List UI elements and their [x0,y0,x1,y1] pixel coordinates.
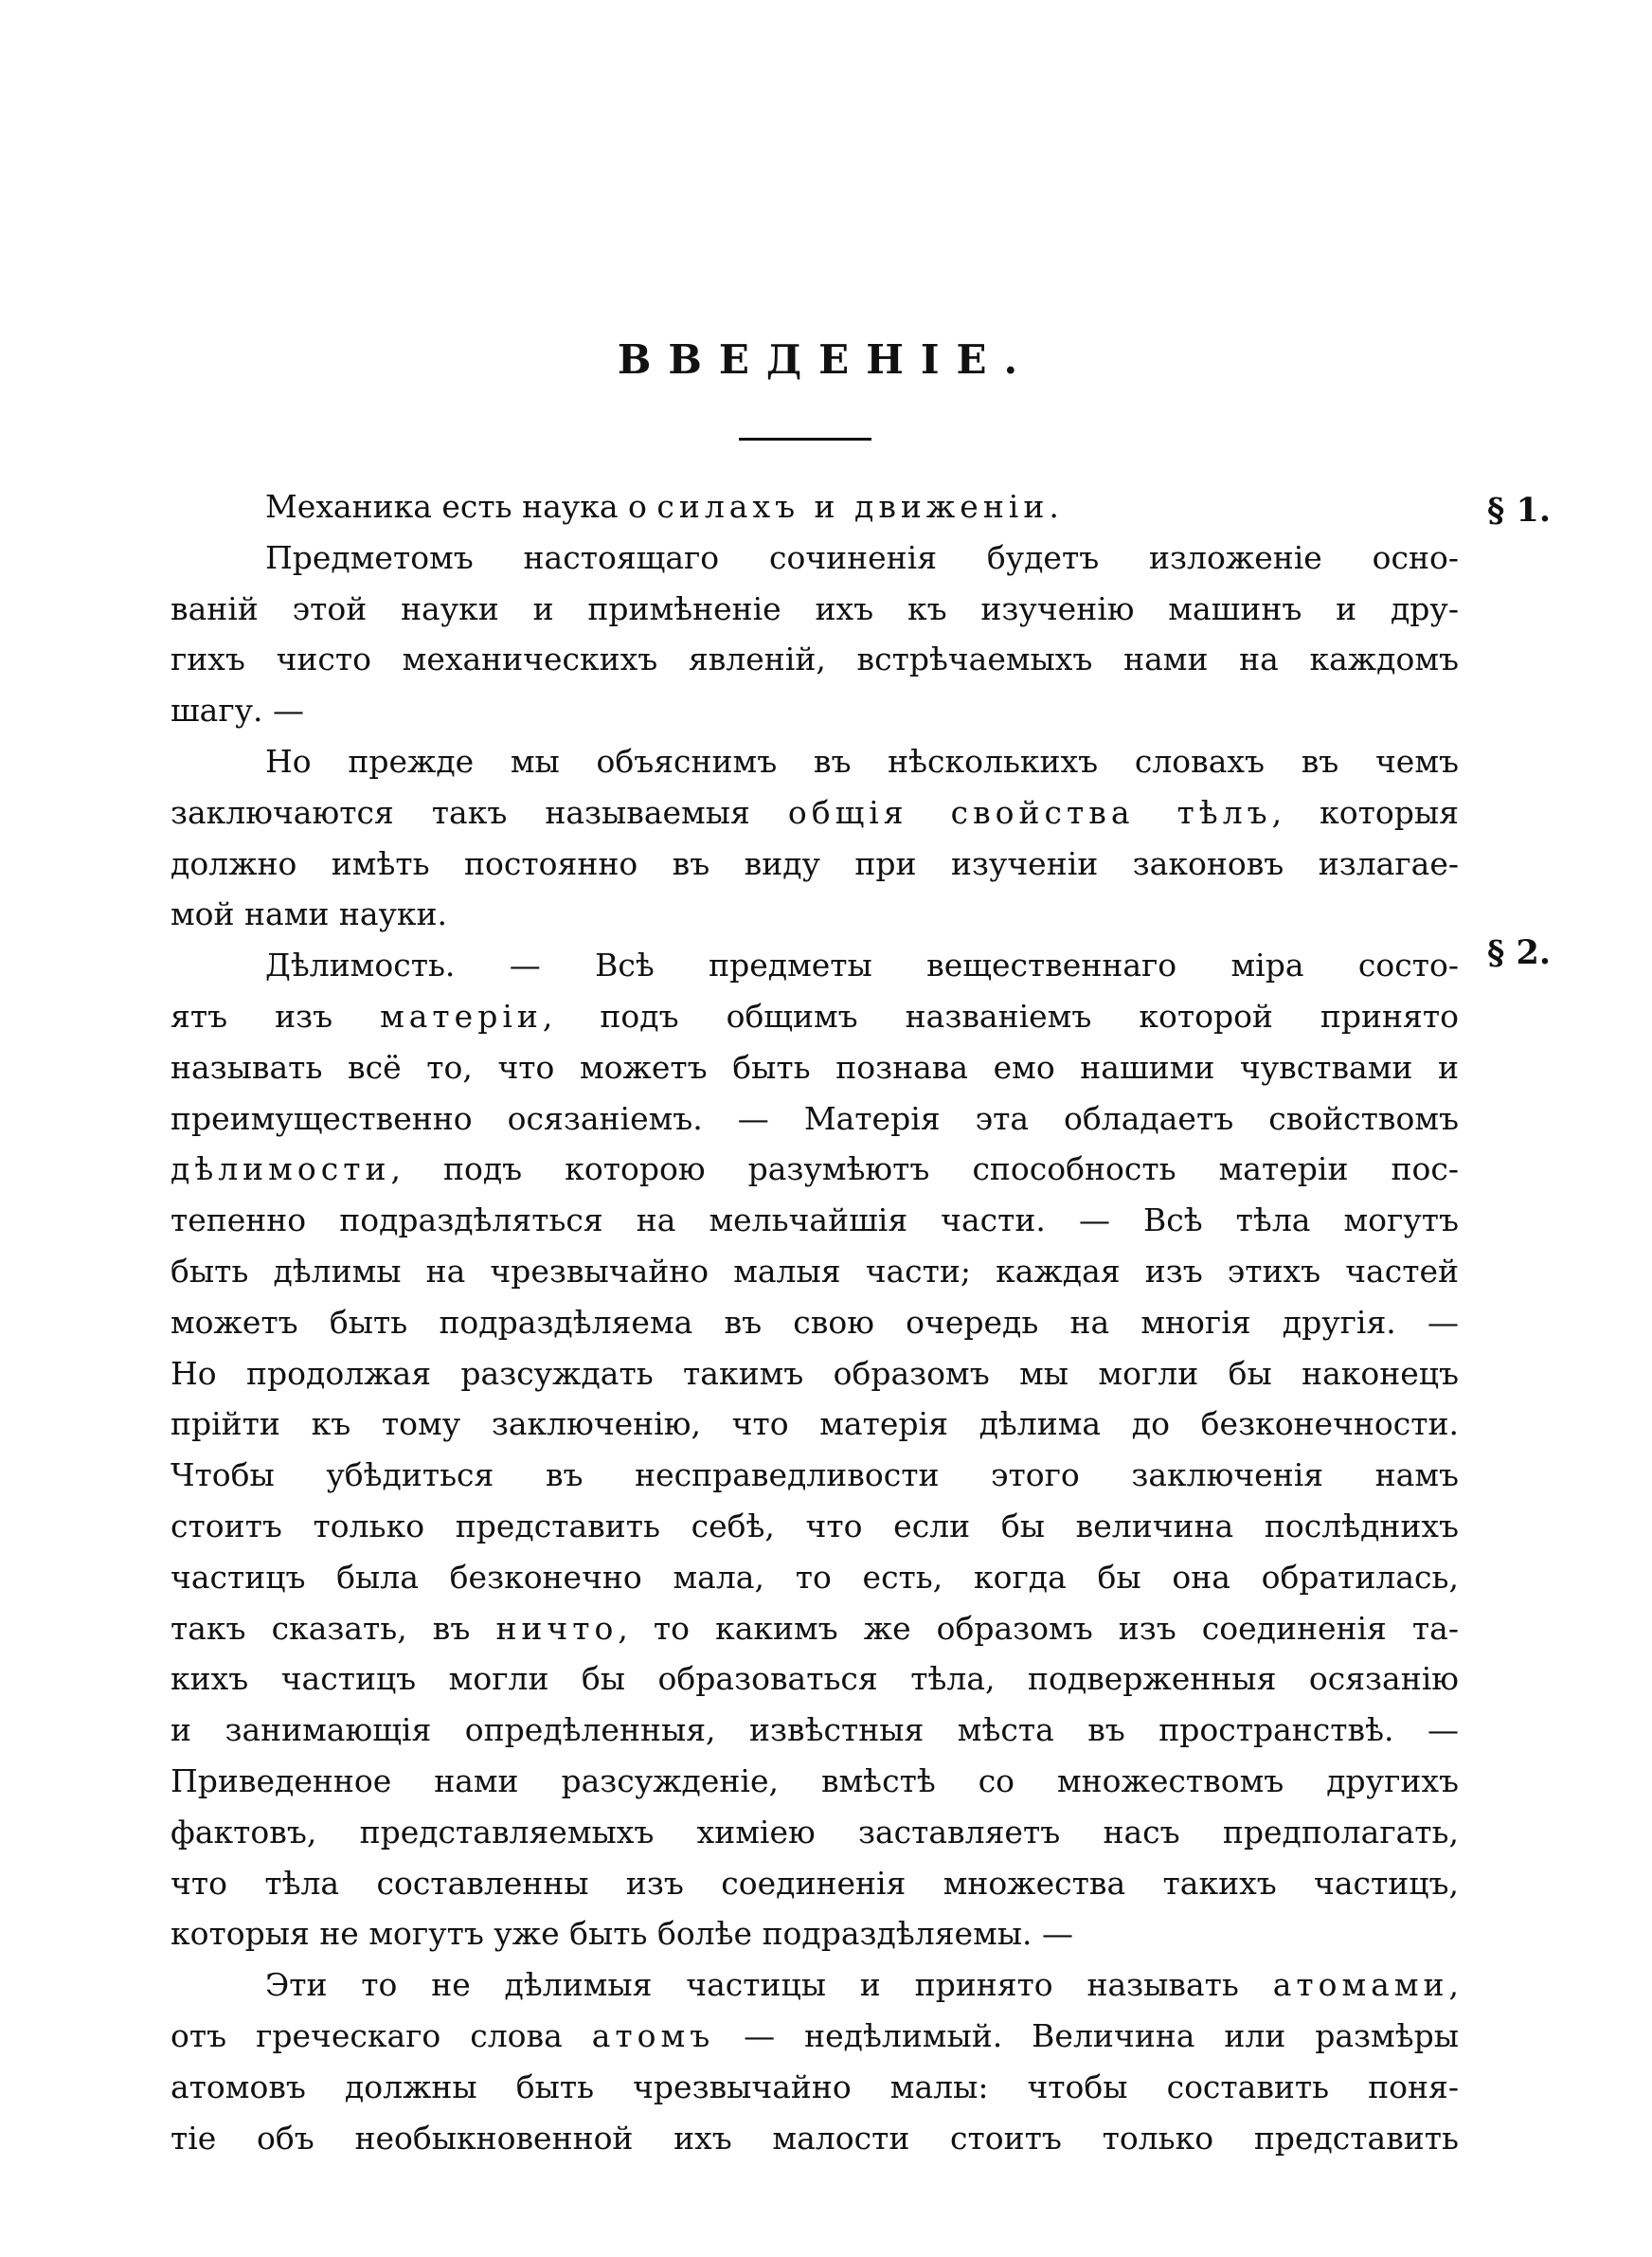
text-line: Приведенное нами разсужденіе, вмѣстѣ со множествомъ другихъ [171,1761,1459,1799]
text-line: такъ сказать, въ ничто, то какимъ же образомъ изъ соединенія та- [171,1609,1459,1647]
text-line: атомовъ должны быть чрезвычайно малы: чтобы составить поня- [171,2067,1459,2105]
text-line: частицъ была безконечно мала, то есть, когда бы она обратилась, [171,1558,1459,1596]
title-divider [739,438,871,441]
section-mark-2: § 2. [1487,933,1552,972]
text-line: гихъ чисто механическихъ явленій, встрѣчаемыхъ нами на каждомъ [171,641,1459,678]
text-line: тепенно подраздѣляться на мельчайшія части. — Всѣ тѣла могутъ [171,1201,1459,1239]
text-line: дѣлимости, подъ которою разумѣютъ способность матеріи пос- [171,1150,1459,1188]
text-line: Дѣлимость. — Всѣ предметы вещественнаго міра состо- [265,947,1459,984]
text-line: Предметомъ настоящаго сочиненія будетъ изложеніе осно- [265,538,1459,576]
page-title: ВВЕДЕНІЕ. [617,336,1035,383]
text-line: называть всё то, что можетъ быть познава емо нашими чувствами и [171,1048,1459,1086]
emphasis: силахъ и движеніи [656,488,1050,525]
text-line: что тѣла составленны изъ соединенія множества такихъ частицъ, [171,1864,1459,1902]
text-line: и занимающія опредѣленныя, извѣстныя мѣста въ пространствѣ. — [171,1711,1459,1749]
text-line: заключаются такъ называемыя общія свойства тѣлъ, которыя [171,793,1459,831]
text-line: Механика есть наука о силахъ и движеніи. [265,488,1059,525]
text-line: Чтобы убѣдиться въ несправедливости этого заключенія намъ [171,1456,1459,1494]
text-line: ваній этой науки и примѣненіе ихъ къ изученію машинъ и дру- [171,589,1459,627]
emphasis: атомами [1272,1966,1449,2004]
text-line: стоитъ только представить себѣ, что если бы величина послѣднихъ [171,1507,1459,1544]
text-line: тіе объ необыкновенной ихъ малости стоитъ только представить [171,2119,1459,2157]
text-line: фактовъ, представляемыхъ химіею заставляетъ насъ предполагать, [171,1813,1459,1851]
text-line: шагу. — [171,692,305,730]
text-line: Эти то не дѣлимыя частицы и принято называть атомами, [265,1966,1459,2004]
text-line: отъ греческаго слова атомъ — недѣлимый. Величина или размѣры [171,2016,1459,2054]
text-line: преимущественно осязаніемъ. — Матерія эта обладаетъ свойствомъ [171,1099,1459,1137]
text-line: быть дѣлимы на чрезвычайно малыя части; каждая изъ этихъ частей [171,1252,1459,1290]
text-line: которыя не могутъ уже быть болѣе подраздѣляемы. — [171,1915,1073,1953]
body-text [171,481,1459,2163]
text-line: должно имѣть постоянно въ виду при изученіи законовъ излагае- [171,844,1459,882]
text-line: можетъ быть подраздѣляема въ свою очередь на многія другія. — [171,1303,1459,1341]
section-mark-1: § 1. [1487,491,1552,530]
text-line: Но прежде мы объяснимъ въ нѣсколькихъ словахъ въ чемъ [265,742,1459,780]
emphasis: атомъ [591,2016,715,2054]
emphasis: матеріи [380,997,543,1035]
text-line: кихъ частицъ могли бы образоваться тѣла, подверженныя осязанію [171,1660,1459,1698]
text-line: ятъ изъ матеріи, подъ общимъ названіемъ которой принято [171,997,1459,1035]
text-line: мой нами науки. [171,895,448,933]
text-line: Но продолжая разсуждать такимъ образомъ мы могли бы наконецъ [171,1354,1459,1392]
emphasis: общія свойства тѣлъ [787,793,1272,831]
text-line: прійти къ тому заключенію, что матерія дѣлима до безконечности. [171,1405,1459,1443]
emphasis: ничто [495,1609,619,1647]
emphasis: дѣлимости [171,1150,391,1188]
